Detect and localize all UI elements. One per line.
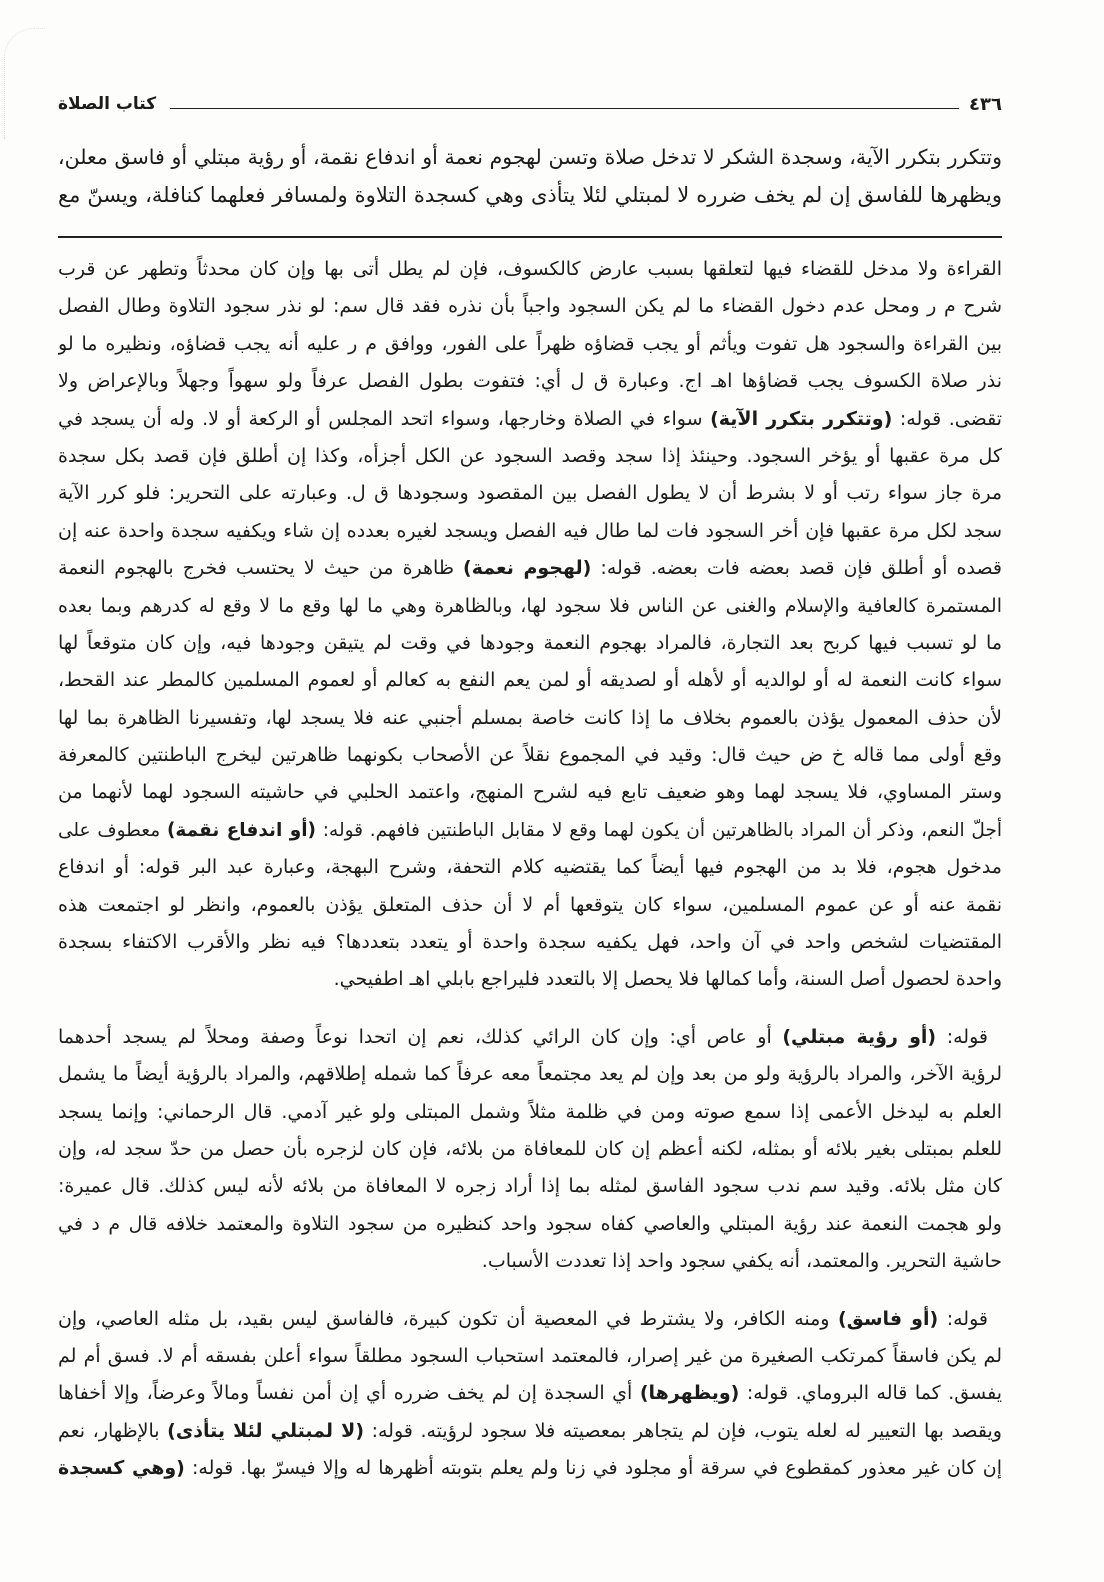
text-segment: مرة جاز سواء رتب أو لا بشرط أن لا يطول الفصل بين المقصود وسجودها ق ل. وعبارته على التحرير: فلو كرر الآية: [58, 482, 1002, 505]
scan-artifact: [4, 28, 45, 139]
text-segment: أو عاص أي: وإن كان الرائي كذلك، نعم إن اتحدا نوعاً وصفة ومحلاً لم يسجد أحدهما: [58, 1025, 783, 1048]
commentary-line: [58, 588, 1002, 625]
commentary-line: [58, 1450, 1002, 1487]
commentary-line: [58, 849, 1002, 886]
quoted-lemma: (أو رؤية مبتلي): [782, 1025, 937, 1048]
quoted-lemma: (أو فاسق): [838, 1307, 939, 1330]
text-segment: كل مرة عقبها أو يؤخر السجود. وحينئذ إذا سجد وقصد السجود عن الكل أجزأه، وكذا إن أطلق فإن قصد بكل سجدة: [58, 444, 1002, 467]
text-segment: وستر المساوي، فلا يسجد لهما وهو ضعيف تابع فيه لشرح المنهج، واعتمد الحلبي في حاشيته السجود لهما لأنهما من: [58, 781, 1002, 804]
commentary-line: [58, 961, 1002, 998]
text-segment: قوله:: [938, 1307, 988, 1330]
text-segment: معطوف على: [58, 819, 167, 841]
commentary-line: [58, 1413, 1002, 1450]
commentary-line: [58, 1301, 1002, 1338]
commentary-line: [58, 812, 1002, 849]
text-segment: ويقصد بها التعيير له لعله يتوب، فإن لم يتجاهر بمعصيته فلا سجود لرؤيته. قوله:: [364, 1419, 1002, 1442]
commentary-line: [58, 1206, 1002, 1243]
text-segment: لرؤية الآخر، والمراد بالرؤية ولو من بعد وإن لم يعد مجتمعاً معه عرفاً كما شمله إطلاقهم، والمراد بالرؤية أيضاً ما يشمل: [58, 1063, 1002, 1086]
quoted-lemma: (أو اندفاع نقمة): [166, 819, 316, 841]
commentary-line: [58, 625, 1002, 662]
text-segment: لم يكن فاسقاً كمرتكب الصغيرة من غير إصرار، فالمعتمد استحباب السجود مطلقاً سواء أعلن بفسقه أم لا. فسق أم لم: [58, 1344, 1002, 1367]
text-segment: نذر صلاة الكسوف يجب قضاؤها اهـ اج. وعبارة ق ل أي: فتفوت بطول الفصل عرفاً ولو سهواً وجهلاً وبالإعراض ولا: [58, 370, 1002, 393]
commentary-line: [58, 251, 1002, 288]
commentary-line: [58, 363, 1002, 400]
text-segment: ومنه الكافر، ولا يشترط في المعصية أن تكون كبيرة، فالفاسق ليس بقيد، بل مثله العاصي، وإن: [58, 1307, 839, 1330]
running-header: [58, 90, 1002, 118]
page-number: ٤٣٦: [969, 93, 1002, 115]
text-segment: ظاهرة من حيث لا يحتسب فخرج بالهجوم النعمة: [58, 557, 464, 580]
quoted-lemma: (لا لمبتلي لئلا يتأذى): [167, 1419, 365, 1442]
commentary-line: [58, 1019, 1002, 1056]
commentary-line: [58, 326, 1002, 363]
text-segment: قصده أو أطلق فإن قصد بعضه فات بعضه. قوله:: [591, 557, 1002, 580]
commentary-line: [58, 475, 1002, 512]
commentary-line: [58, 1094, 1002, 1131]
commentary-line: [58, 1338, 1002, 1375]
text-segment: يفسق. كما قاله البروماي. قوله:: [739, 1382, 1002, 1405]
text-segment: سواء كانت النعمة له أو لوالديه أو لأهله أو لصديقه أو لمن يعم النفع به كعالم أو لعموم المسلمين كالمطر عند القحط،: [58, 669, 1002, 692]
text-segment: وتتكرر بتكرر الآية، وسجدة الشكر لا تدخل صلاة وتسن لهجوم نعمة أو اندفاع نقمة، أو رؤية مبتلي أو فاسق معلن،: [58, 145, 1002, 169]
text-segment: سواء في الصلاة وخارجها، وسواء اتحد المجلس أو الركعة أو لا. وله أن يسجد في: [58, 407, 711, 430]
text-segment: سجد لكل مرة عقبها فإن أخر السجود فات لما طال فيه الفصل ويسجد لغيره بعدده إن شاء ويكفيه سجدة واحدة عنه إن: [58, 519, 1002, 542]
commentary-text: [58, 251, 1002, 1488]
text-segment: قوله:: [936, 1025, 988, 1048]
quoted-lemma: (وتتكرر بتكرر الآية): [710, 407, 893, 430]
matn-text: [58, 138, 1002, 214]
commentary-line: [58, 513, 1002, 550]
commentary-line: [58, 288, 1002, 325]
text-segment: أجلّ النعم، وذكر أن المراد بالظاهرتين أن يكون لهما وقع لا مقابل الباطنتين فافهم. قوله:: [316, 819, 1002, 841]
matn-commentary-divider: [58, 236, 1002, 238]
text-segment: وقع أولى مما قاله خ ض حيث قال: وقيد في المجموع نقلاً عن الأصحاب بكونهما ظاهرتين ليخرج الباطنتين كالمعرفة: [58, 744, 1002, 767]
text-segment: المقتضيات لشخص واحد في آن واحد، فهل يكفيه سجدة واحدة أو يتعدد بتعددها؟ فيه نظر والأقرب الاكتفاء بسجدة: [58, 931, 1002, 954]
matn-line: [58, 176, 1002, 214]
text-segment: العلم به ليدخل الأعمى إذا سمع صوته ومن في ظلمة مثلاً وشمل المبتلى ولو غير آدمي. قال الرحماني: وإنما يسجد: [58, 1100, 1002, 1123]
commentary-line: [58, 1243, 1002, 1280]
text-segment: إن كان غير معذور كمقطوع في سرقة أو مجلود في زنا ولم يعلم بتوبته أظهرها له وإلا فيسرّ بها. قوله:: [184, 1457, 1002, 1480]
quoted-lemma: (ويظهرها): [639, 1382, 740, 1405]
text-segment: ما لو تسبب فيها كربح بعد التجارة، فالمراد بهجوم النعمة وجودها في وقت لم يتيقن وجودها فيه، وإن كان متوقعاً لها: [58, 631, 1002, 654]
text-segment: تقضى. قوله:: [892, 407, 1002, 430]
commentary-line: [58, 1375, 1002, 1412]
commentary-line: [58, 1056, 1002, 1093]
commentary-line: [58, 662, 1002, 699]
commentary-line: [58, 774, 1002, 811]
text-segment: بين القراءة والسجود هل تفوت ويأثم أو يجب قضاؤه ظهراً على الفور، ووافق م ر عليه أنه يجب قضاؤه، ونظيره ما لو: [58, 332, 1002, 355]
text-segment: كان مثل بلائه. وقيد سم ندب سجود الفاسق لمثله بما إذا أراد زجره لا المعافاة من بلائه لأنه ليس كذلك. قال عميرة:: [58, 1175, 1002, 1198]
commentary-line: [58, 887, 1002, 924]
text-segment: بالإظهار، نعم: [58, 1419, 168, 1442]
text-segment: المستمرة كالعافية والإسلام والغنى عن الناس فلا سجود لها، وبالظاهرة وهي ما لها وقع ما لا وقع له كدرهم وبما بعده: [58, 594, 1002, 617]
commentary-line: [58, 924, 1002, 961]
running-title: كتاب الصلاة: [58, 94, 157, 114]
quoted-lemma: (وهي كسجدة: [58, 1457, 185, 1480]
commentary-line: [58, 550, 1002, 587]
commentary-line: [58, 401, 1002, 438]
text-segment: أي السجدة إن لم يخف ضرره أي إن أمن نفساً ومالاً وعرضاً، وإلا أخفاها: [58, 1382, 640, 1405]
text-segment: للعلم بمبتلى بغير بلائه أو بمثله، لكنه أعظم إن كان للمعافاة من بلائه، فإن كان لزجره بأن حصل من حدّ سجد له، وإن: [58, 1137, 1002, 1160]
text-segment: ولو هجمت النعمة عند رؤية المبتلي والعاصي كفاه سجود واحد كنظيره من سجود التلاوة والمعتمد خلافه قال م د في: [58, 1212, 1002, 1235]
commentary-line: [58, 737, 1002, 774]
commentary-paragraph: [58, 1301, 1002, 1488]
commentary-line: [58, 438, 1002, 475]
commentary-line: [58, 700, 1002, 737]
text-segment: ويظهرها للفاسق إن لم يخف ضرره لا لمبتلي لئلا يتأذى وهي كسجدة التلاوة ولمسافر فعلهما كنافلة، ويسنّ مع: [58, 183, 1002, 207]
commentary-line: [58, 1168, 1002, 1205]
matn-line: [58, 138, 1002, 176]
commentary-paragraph: [58, 251, 1002, 999]
text-segment: حاشية التحرير. والمعتمد، أنه يكفي سجود واحد إذا تعددت الأسباب.: [481, 1250, 1002, 1273]
text-segment: لأن حذف المعمول يؤذن بالعموم بخلاف ما إذا كانت خاصة بمسلم أجنبي عنه فلا يسجد لها، وتفسيرنا الظاهرة بما لها: [58, 706, 1002, 729]
text-segment: شرح م ر ومحل عدم دخول القضاء ما لم يكن السجود واجباً بأن نذره فقد قال سم: لو نذر سجود التلاوة وطال الفصل: [58, 295, 1002, 318]
quoted-lemma: (لهجوم نعمة): [463, 557, 592, 580]
text-segment: القراءة ولا مدخل للقضاء فيها لتعلقها بسبب عارض كالكسوف، فإن لم يطل أتى بها وإن كان محدثاً وتطهر عن قرب: [58, 258, 1002, 280]
text-segment: مدخول هجوم، فلا بد من الهجوم فيها أيضاً كما يقتضيه كلام التحفة، وشرح البهجة، وعبارة عبد البر قوله: أو اندفاع: [58, 856, 1002, 879]
text-segment: نقمة عنه أو عن عموم المسلمين، سواء كان يتوقعها أم لا أن حذف المتعلق يؤذن بالعموم، وانظر لو اجتمعت هذه: [58, 893, 1002, 916]
commentary-paragraph: [58, 1019, 1002, 1281]
header-rule: [170, 108, 959, 109]
text-segment: واحدة لحصول أصل السنة، وأما كمالها فلا يحصل إلا بالتعدد فليراجع بابلي اهـ اطفيحي.: [333, 968, 1002, 991]
commentary-line: [58, 1131, 1002, 1168]
